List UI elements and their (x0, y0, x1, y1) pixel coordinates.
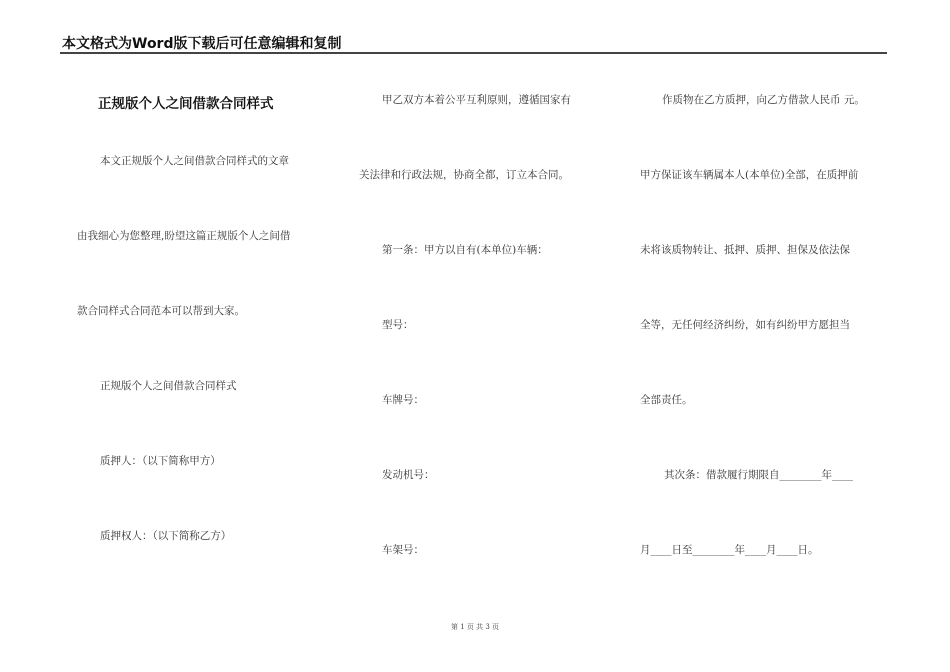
text-line: 甲乙双方本着公平互利原则，遵循国家有 (382, 94, 571, 106)
text-line: 其次条：借款履行期限自________年____ (664, 469, 853, 481)
text-line: 质押人：（以下简称甲方） (100, 455, 221, 467)
header-divider (60, 52, 887, 54)
text-line: 第一条：甲方以自有(本单位)车辆： (382, 244, 548, 256)
text-line: 车架号： (382, 544, 424, 556)
text-line: 未将该质物转让、抵押、质押、担保及依法保 (640, 244, 850, 256)
page-number: 第 1 页 共 3 页 (450, 623, 500, 631)
text-line: 车牌号： (382, 394, 424, 406)
text-line: 全等，无任何经济纠纷，如有纠纷甲方愿担当 (640, 319, 850, 331)
document-title: 正规版个人之间借款合同样式 (98, 96, 274, 112)
text-line: 关法律和行政法规，协商全都，订立本合同。 (359, 169, 569, 181)
text-line: 作质物在乙方质押，向乙方借款人民币 元。 (662, 94, 865, 106)
text-line: 质押权人：（以下简称乙方） (100, 530, 232, 542)
text-line: 型号： (382, 319, 414, 331)
text-line: 由我细心为您整理,盼望这篇正规版个人之间借 (77, 230, 291, 242)
text-line: 正规版个人之间借款合同样式 (100, 380, 237, 392)
text-line: 发动机号： (382, 469, 435, 481)
text-line: 甲方保证该车辆属本人(本单位)全部，在质押前 (640, 169, 859, 181)
text-line: 全部责任。 (640, 394, 693, 406)
text-line: 本文正规版个人之间借款合同样式的文章 (100, 155, 289, 167)
header-title: 本文格式为Word版下载后可任意编辑和复制 (62, 36, 342, 52)
text-line: 月____日至________年____月____日。 (640, 544, 819, 556)
text-line: 款合同样式合同范本可以帮到大家。 (77, 305, 245, 317)
